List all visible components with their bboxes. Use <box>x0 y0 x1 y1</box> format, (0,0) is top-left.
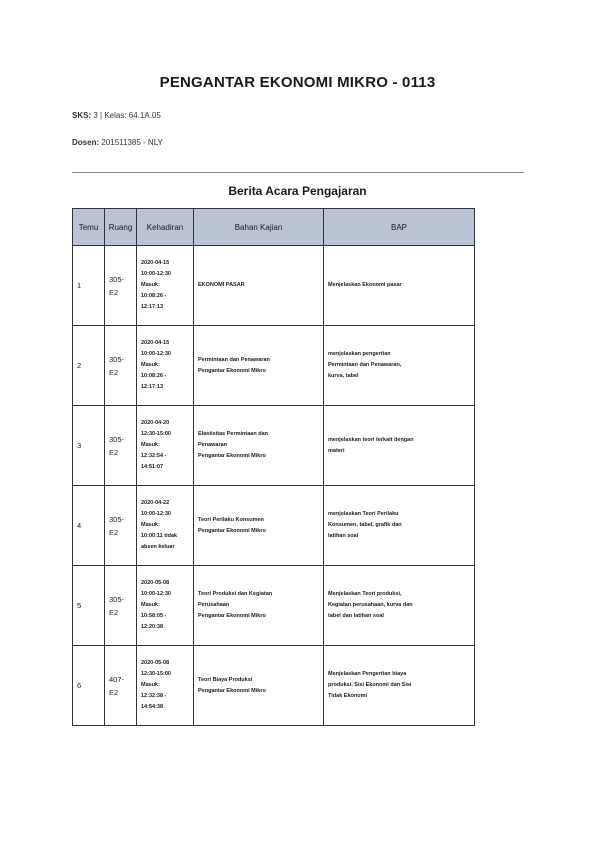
table-row <box>73 566 475 646</box>
attendance-cell <box>137 246 194 326</box>
bap-cell <box>324 406 475 486</box>
topic-cell <box>194 486 324 566</box>
attendance-value: 2020-05-08 12:30-15:00 Masuk: 12:32:38 - 14:54:38 <box>141 660 171 710</box>
topic-value: EKONOMI PASAR <box>198 282 245 288</box>
attendance-cell <box>137 326 194 406</box>
topic-value: Teori Biaya Produksi Pengantar Ekonomi Mikro <box>198 676 266 694</box>
room-value: 305- E2 <box>109 274 125 297</box>
bap-value: Menjelaskan Teori produksi, Kegiatan perusahaan, kurva dan tabel dan latihan soal <box>328 591 413 619</box>
page-title: PENGANTAR EKONOMI MIKRO - 0113 <box>159 74 436 91</box>
bap-cell <box>324 246 475 326</box>
topic-value: Teori Perilaku Konsumen Pengantar Ekonomi Mikro <box>198 516 266 534</box>
room-cell <box>105 326 137 406</box>
header-bahan-kajian: Bahan Kajian <box>194 209 324 246</box>
header-bap: BAP <box>324 209 475 246</box>
room-cell <box>105 486 137 566</box>
room-cell <box>105 566 137 646</box>
topic-cell <box>194 406 324 486</box>
attendance-cell <box>137 646 194 726</box>
table-row <box>73 326 475 406</box>
bap-value: menjelaskan teori terkait dengan materi <box>328 436 414 454</box>
bap-cell <box>324 646 475 726</box>
table-row <box>73 646 475 726</box>
room-cell <box>105 646 137 726</box>
room-value: 305- E2 <box>109 594 125 617</box>
bap-cell <box>324 326 475 406</box>
topic-cell <box>194 566 324 646</box>
room-cell <box>105 406 137 486</box>
lecturer-label: Dosen: <box>72 138 100 147</box>
header-temu: Temu <box>73 209 105 246</box>
bap-value: Menjelaskan Pengertian biaya produksi, Sisi Ekonomi dan Sisi Tidak Ekonomi <box>328 671 412 699</box>
attendance-value: 2020-04-22 10:00-12:30 Masuk: 10:00:11 tidak absen keluar <box>141 500 178 550</box>
topic-value: Teori Produksi dan Kegiatan Perusahaan Pengantar Ekonomi Mikro <box>198 591 273 619</box>
room-value: 305- E2 <box>109 434 125 457</box>
header-kehadiran: Kehadiran <box>137 209 194 246</box>
attendance-value: 2020-04-15 10:00-12:30 Masuk: 10:08:26 - 12:17:13 <box>141 340 171 390</box>
topic-cell <box>194 326 324 406</box>
meeting-number: 6 <box>73 646 105 726</box>
table-row <box>73 486 475 566</box>
topic-value: Permintaan dan Penawaran Pengantar Ekonomi Mikro <box>198 356 270 374</box>
attendance-cell <box>137 566 194 646</box>
attendance-cell <box>137 486 194 566</box>
bap-value: Menjelaskan Ekonomi pasar <box>328 282 402 288</box>
attendance-value: 2020-05-08 10:00-12:30 Masuk: 10:58:05 - 12:20:38 <box>141 580 171 630</box>
lecturer-value: 201511385 - NLY <box>101 138 163 147</box>
topic-cell <box>194 246 324 326</box>
bap-value: menjelaskan pengertian Permintaan dan Penawaran, kurva, tabel <box>328 351 402 379</box>
room-value: 305- E2 <box>109 354 125 377</box>
table-row <box>73 406 475 486</box>
meeting-number: 2 <box>73 326 105 406</box>
attendance-value: 2020-04-20 12:30-15:00 Masuk: 12:32:54 - 14:51:07 <box>141 420 171 470</box>
bap-cell <box>324 486 475 566</box>
lecturer-line <box>72 138 163 147</box>
bap-cell <box>324 566 475 646</box>
sks-label: SKS: <box>72 111 92 120</box>
attendance-cell <box>137 406 194 486</box>
meeting-number: 4 <box>73 486 105 566</box>
sks-class-line <box>72 111 161 120</box>
header-ruang: Ruang <box>105 209 137 246</box>
room-value: 407- E2 <box>109 674 125 697</box>
table-row <box>73 246 475 326</box>
sks-class-value: 3 | Kelas: 64.1A.05 <box>93 111 161 120</box>
teaching-record-table <box>72 208 475 726</box>
attendance-value: 2020-04-15 10:00-12:30 Masuk: 10:08:26 - 12:17:13 <box>141 260 171 310</box>
divider <box>72 172 524 173</box>
meeting-number: 5 <box>73 566 105 646</box>
section-title: Berita Acara Pengajaran <box>228 184 367 198</box>
table-header-row <box>73 209 475 246</box>
bap-value: menjelaskan Teori Perilaku Konsumen, tabel, grafik dan latihan soal <box>328 511 402 539</box>
room-value: 305- E2 <box>109 514 125 537</box>
topic-cell <box>194 646 324 726</box>
meeting-number: 3 <box>73 406 105 486</box>
topic-value: Elastisitas Permintaan dan Penawaran Pengantar Ekonomi Mikro <box>198 431 268 459</box>
room-cell <box>105 246 137 326</box>
meeting-number: 1 <box>73 246 105 326</box>
